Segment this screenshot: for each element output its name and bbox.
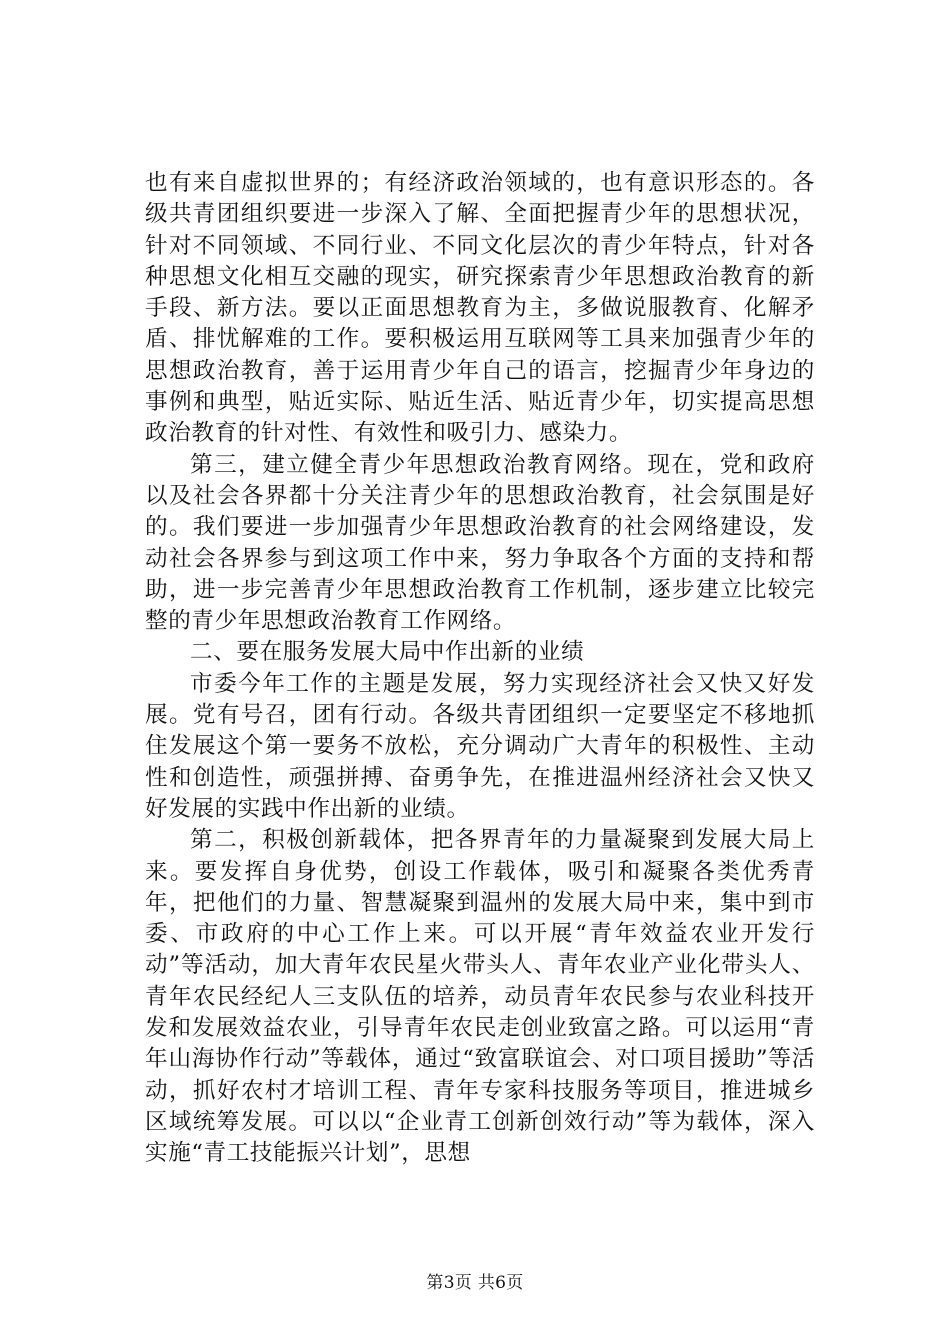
paragraph-2: 第三，建立健全青少年思想政治教育网络。现在，党和政府以及社会各界都十分关注青少年的思想政治教育，社会氛围是好的。我们要进一步加强青少年思想政治教育的社会网络建设，发动社会各界参与到这项工作中来，努力争取各个方面的支持和帮助，进一步完善青少年思想政治教育工作机制，逐步建立比较完整的青少年思想政治教育工作网络。 — [145, 451, 815, 635]
page-number-footer: 第3页 共6页 — [426, 1273, 524, 1293]
paragraph-3: 市委今年工作的主题是发展，努力实现经济社会又快又好发展。党有号召，团有行动。各级共青团组织一定要坚定不移地抓住发展这个第一要务不放松，充分调动广大青年的积极性、主动性和创造性，顽强拼搏、奋勇争先，在推进温州经济社会又快又好发展的实践中作出新的业绩。 — [145, 670, 815, 822]
paragraph-4: 第二，积极创新载体，把各界青年的力量凝聚到发展大局上来。要发挥自身优势，创设工作载体，吸引和凝聚各类优秀青年，把他们的力量、智慧凝聚到温州的发展大局中来，集中到市委、市政府的中心工作上来。可以开展“青年效益农业开发行动”等活动，加大青年农民星火带头人、青年农业产业化带头人、青年农民经纪人三支队伍的培养，动员青年农民参与农业科技开发和发展效益农业，引导青年农民走创业致富之路。可以运用“青年山海协作行动”等载体，通过“致富联谊会、对口项目援助”等活动，抓好农村才培训工程、青年专家科技服务等项目，推进城乡区域统筹发展。可以以“企业青工创新创效行动”等为载体，深入实施“青工技能振兴计划”，思想 — [145, 827, 815, 1167]
paragraph-1: 也有来自虚拟世界的；有经济政治领域的，也有意识形态的。各级共青团组织要进一步深入了解、全面把握青少年的思想状况，针对不同领域、不同行业、不同文化层次的青少年特点，针对各种思想文化相互交融的现实，研究探索青少年思想政治教育的新手段、新方法。要以正面思想教育为主，多做说服教育、化解矛盾、排忧解难的工作。要积极运用互联网等工具来加强青少年的思想政治教育，善于运用青少年自己的语言，挖掘青少年身边的事例和典型，贴近实际、贴近生活、贴近青少年，切实提高思想政治教育的针对性、有效性和吸引力、感染力。 — [145, 170, 815, 447]
section-heading: 二、要在服务发展大局中作出新的业绩 — [190, 639, 585, 666]
document-body — [145, 168, 815, 1170]
